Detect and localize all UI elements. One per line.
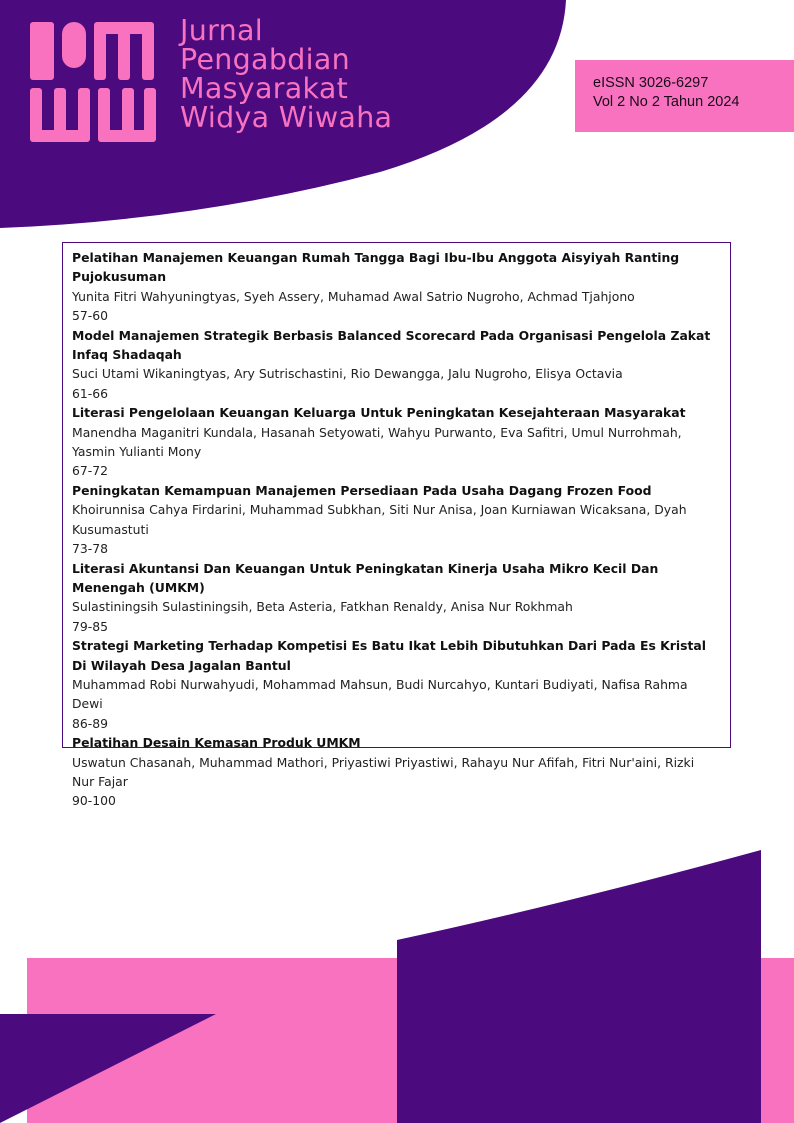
toc-entry [72, 559, 720, 637]
article-title[interactable]: Model Manajemen Strategik Berbasis Balanced Scorecard Pada Organisasi Pengelola Zakat Infaq Shadaqah [72, 327, 711, 363]
article-authors: Suci Utami Wikaningtyas, Ary Sutrischastini, Rio Dewangga, Jalu Nugroho, Elisya Octavia [72, 366, 623, 382]
toc-entry [72, 733, 720, 811]
journal-title-line: Pengabdian [180, 43, 350, 76]
footer-purple-block [397, 850, 761, 1123]
article-pages: 73-78 [72, 541, 109, 557]
journal-title-line: Masyarakat [180, 72, 349, 105]
article-title[interactable]: Pelatihan Manajemen Keuangan Rumah Tangga Bagi Ibu-Ibu Anggota Aisyiyah Ranting Pujokusuman [72, 250, 680, 285]
issn-box [575, 60, 794, 132]
article-authors: Uswatun Chasanah, Muhammad Mathori, Priyastiwi Priyastiwi, Rahayu Nur Afifah, Fitri Nur'aini, Rizki Nur Fajar [72, 754, 695, 789]
article-pages: 57-60 [72, 308, 109, 324]
article-pages: 61-66 [72, 385, 109, 401]
journal-title-line: Widya Wiwaha [180, 101, 393, 134]
article-authors: Yunita Fitri Wahyuningtyas, Syeh Assery, Muhamad Awal Satrio Nugroho, Achmad Tjahjono [72, 288, 635, 304]
article-pages: 67-72 [72, 463, 109, 479]
article-title[interactable]: Pelatihan Desain Kemasan Produk UMKM [72, 735, 361, 751]
toc-entry [72, 248, 720, 326]
article-authors: Khoirunnisa Cahya Firdarini, Muhammad Subkhan, Siti Nur Anisa, Joan Kurniawan Wicaksana, Dyah Kusumastuti [72, 502, 687, 537]
eissn-text: eISSN 3026-6297 [593, 75, 709, 91]
article-authors: Manendha Maganitri Kundala, Hasanah Setyowati, Wahyu Purwanto, Eva Safitri, Umul Nurrohmah, Yasmin Yulianti Mony [72, 424, 682, 460]
article-authors: Muhammad Robi Nurwahyudi, Mohammad Mahsun, Budi Nurcahyo, Kuntari Budiyati, Nafisa Rahma Dewi [72, 676, 688, 712]
article-pages: 86-89 [72, 715, 109, 731]
toc-entry [72, 403, 720, 481]
toc-entry [72, 636, 720, 733]
table-of-contents [62, 242, 731, 809]
article-authors: Sulastiningsih Sulastiningsih, Beta Asteria, Fatkhan Renaldy, Anisa Nur Rokhmah [72, 599, 573, 615]
journal-title-line: Jurnal [180, 14, 263, 47]
journal-title [180, 16, 392, 132]
article-title[interactable]: Literasi Akuntansi Dan Keuangan Untuk Peningkatan Kinerja Usaha Mikro Kecil Dan Menengah (UMKM) [72, 560, 659, 595]
article-title[interactable]: Peningkatan Kemampuan Manajemen Persediaan Pada Usaha Dagang Frozen Food [72, 482, 652, 498]
volume-issue-text: Vol 2 No 2 Tahun 2024 [593, 94, 740, 110]
article-pages: 90-100 [72, 793, 116, 809]
article-pages: 79-85 [72, 618, 109, 634]
article-title[interactable]: Literasi Pengelolaan Keuangan Keluarga Untuk Peningkatan Kesejahteraan Masyarakat [72, 405, 686, 421]
toc-entry [72, 481, 720, 559]
article-title[interactable]: Strategi Marketing Terhadap Kompetisi Es Batu Ikat Lebih Dibutuhkan Dari Pada Es Kristal Di Wilayah Desa Jagalan Bantul [72, 638, 706, 673]
toc-entry [72, 326, 720, 404]
